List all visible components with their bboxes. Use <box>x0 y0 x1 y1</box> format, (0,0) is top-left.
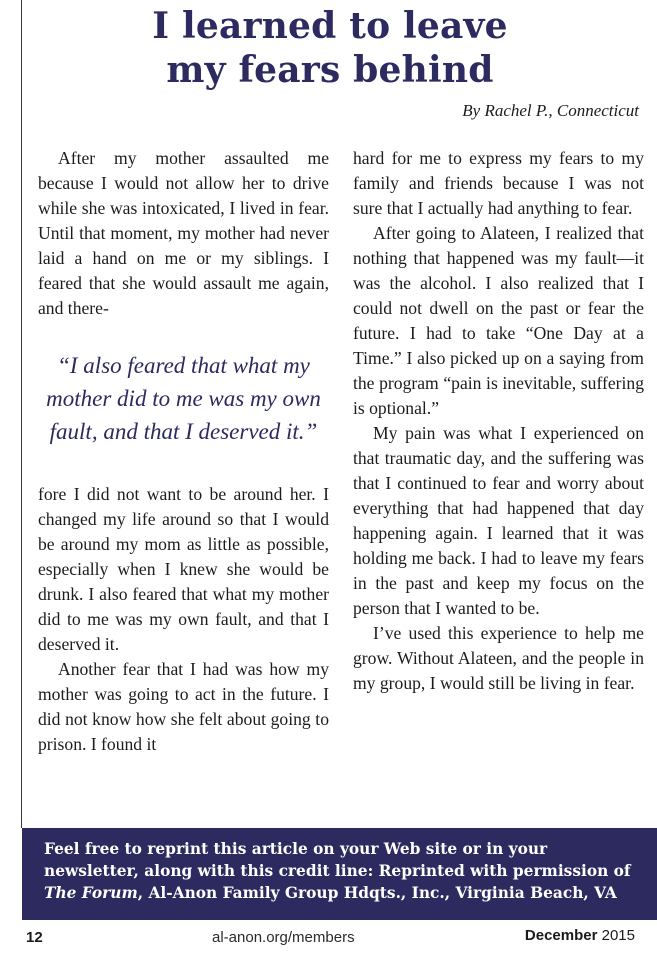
byline: By Rachel P., Connecticut <box>462 101 639 120</box>
reprint-text-start: Feel free to reprint this article on your Web site or in your newsletter, along with this credit line: Reprinted with permission of <box>44 840 631 880</box>
title-line-1: I learned to leave <box>152 5 508 47</box>
issue-month: December <box>524 927 598 944</box>
reprint-notice-text <box>44 838 644 904</box>
forum-title: The Forum <box>44 884 138 902</box>
paragraph: My pain was what I experienced on that traumatic day, and the suffering was that I continued to fear and worry about everything that had happened that day happening again. I learned that it was holding me back. I had to leave my fears in the past and keep my focus on the person that I wanted to be. <box>353 423 644 618</box>
article-title <box>30 4 630 92</box>
paragraph: After my mother assaulted me because I would not allow her to drive while she was intoxicated, I lived in fear. Until that moment, my mother had never laid a hand on me or my siblings. I feared that she would assault me again, and there- <box>38 148 329 318</box>
right-column <box>353 146 644 696</box>
page-number: 12 <box>26 929 43 946</box>
paragraph: I’ve used this experience to help me grow. Without Alateen, and the people in my group, I would still be living in fear. <box>353 623 644 693</box>
paragraph: After going to Alateen, I realized that nothing that happened was my fault—it was the alcohol. I also realized that I could not dwell on the past or fear the future. I had to take “One Day at a Time.” I also picked up on a saying from the program “pain is inevitable, suffering is optional.” <box>353 223 644 418</box>
paragraph: Another fear that I had was how my mother was going to act in the future. I did not know how she felt about going to prison. I found it <box>38 659 329 754</box>
footer-url: al-anon.org/members <box>212 929 355 946</box>
paragraph: hard for me to express my fears to my family and friends because I was not sure that I actually had anything to fear. <box>353 148 644 218</box>
left-column <box>38 146 329 757</box>
issue-year: 2015 <box>601 927 635 944</box>
pull-quote: “I also feared that what my mother did to me was my own fault, and that I deserved it.” <box>46 353 321 444</box>
reprint-text-end: , Al-Anon Family Group Hdqts., Inc., Virginia Beach, VA <box>137 884 617 902</box>
reprint-notice-box <box>22 828 657 920</box>
paragraph: fore I did not want to be around her. I changed my life around so that I would be around my mom as little as possible, especially when I knew she would be drunk. I also feared that what my mother did to me was my own fault, and that I deserved it. <box>38 484 329 654</box>
issue-date <box>525 927 635 944</box>
page-margin-rule <box>21 0 22 828</box>
title-line-2: my fears behind <box>166 49 494 91</box>
